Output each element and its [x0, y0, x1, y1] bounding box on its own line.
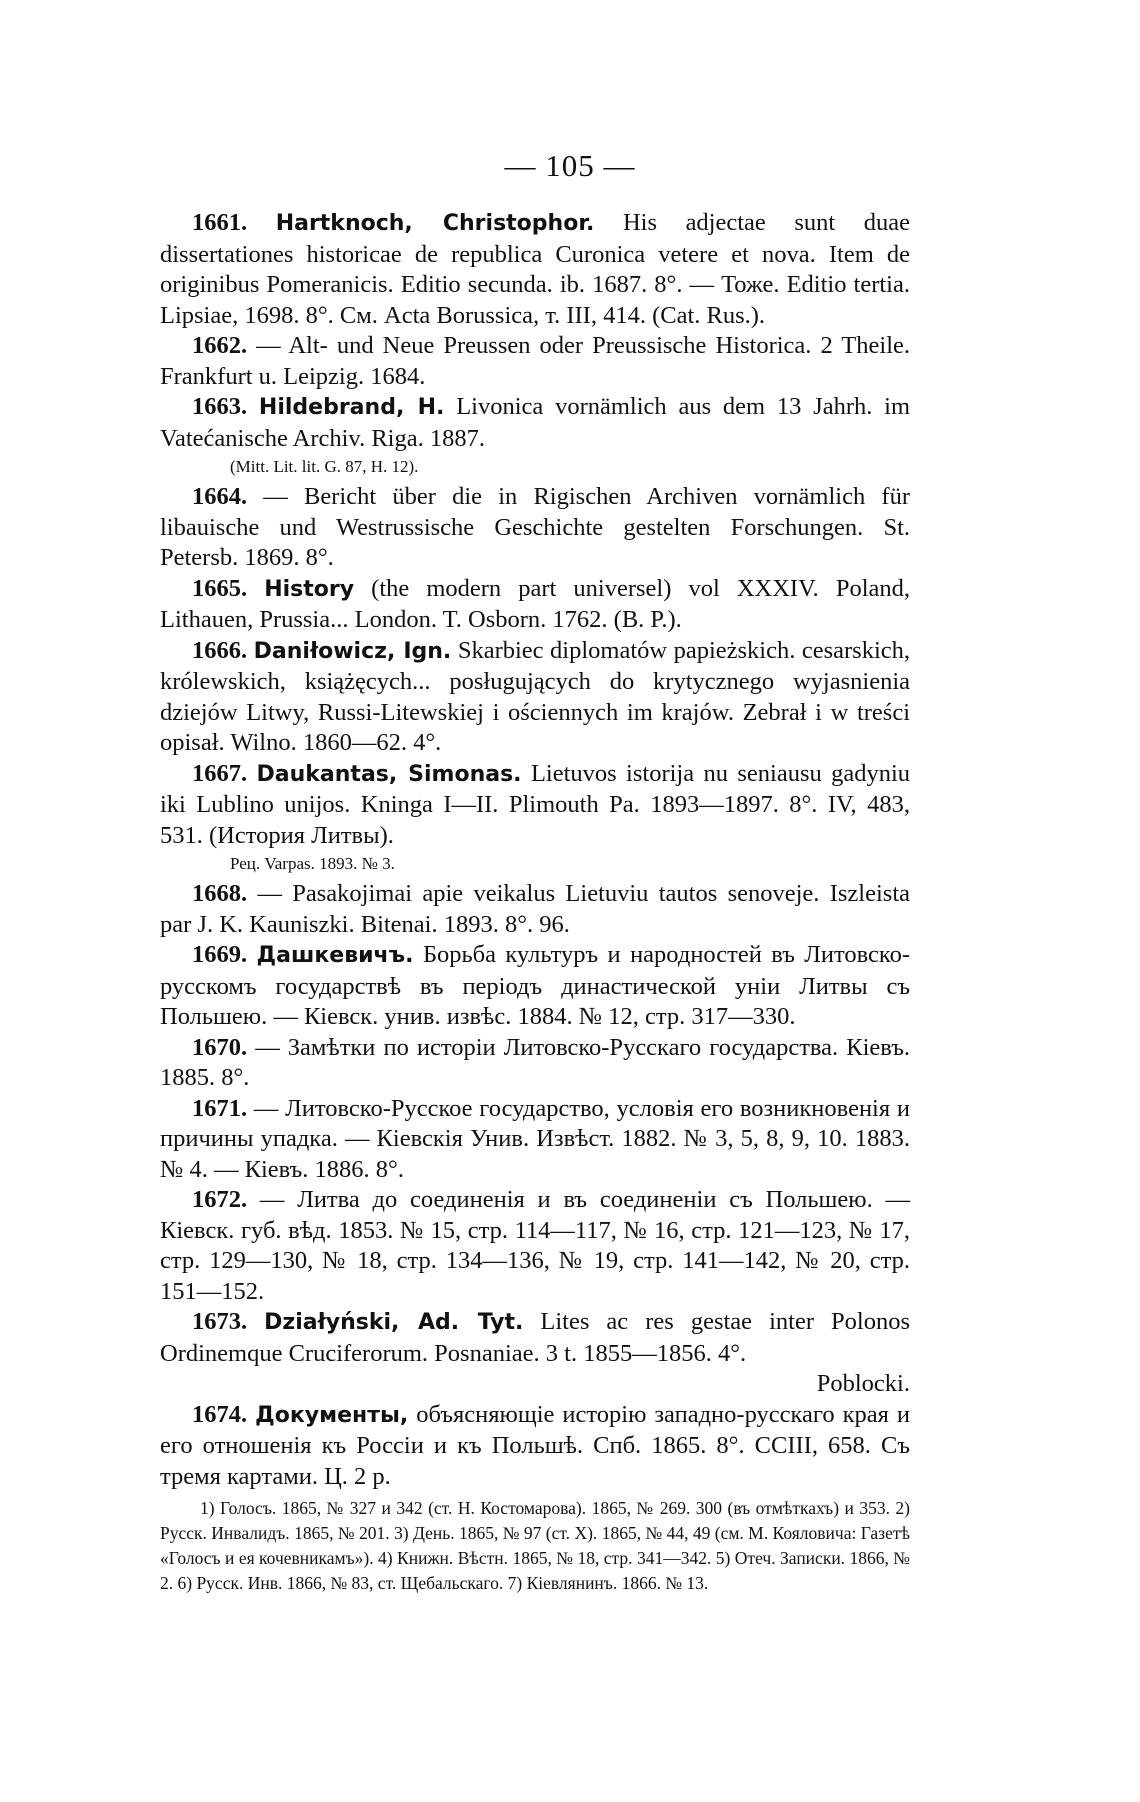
entry-text: — Bericht über die in Rigischen Archiven vornämlich für libauische und Westrussische Geschichte gestelten Forschungen. St. Petersb. 1869. 8°.	[160, 483, 910, 571]
entry-author: Działyński, Ad. Tyt.	[264, 1310, 524, 1335]
entry-number: 1661.	[192, 209, 248, 236]
entry-text: Skarbiec diplomatów papieżskich. cesarskich, królewskich, książęcych... posługujących do krytycznego wyjasnienia dziejów Litwy, Russi-Litewskiej i ościennych im krajów. Zebrał i w treści opisał. Wilno. 1860—62. 4°.	[160, 636, 911, 756]
entry-1665	[160, 574, 910, 636]
entry-number: 1673.	[192, 1308, 248, 1335]
entry-author: History	[264, 576, 355, 602]
entry-note-right: Poblocki.	[816, 1370, 910, 1397]
entry-text: — Alt- und Neue Preussen oder Preussische Historica. 2 Theile. Frankfurt u. Leipzig. 1684.	[160, 332, 910, 390]
entry-author: Hartknoch, Christophor.	[275, 211, 595, 236]
entry-text: Lites ac res gestae inter Polonos Ordinemque Cruciferorum. Posnaniae. 3 t. 1855—1856. 4°.	[160, 1308, 910, 1367]
footnotes-text: 1) Голосъ. 1865, № 327 и 342 (ст. Н. Костомарова). 1865, № 269. 300 (въ отмѣткахъ) и 353. 2) Русск. Инвалидъ. 1865, № 201. 3) День. 1865, № 97 (ст. X). 1865, № 44, 49 (см. М. Кояловича: Газетѣ «Голосъ и ея кочевникамъ»). 4) Книжн. Вѣстн. 1865, № 18, стр. 341—342. 5) Отеч. Записки. 1866, № 2. 6) Русск. Инв. 1866, № 83, ст. Щебальскаго. 7) Кіевлянинъ. 1866. № 13.	[160, 1498, 910, 1593]
entry-1669	[160, 940, 910, 1033]
entry-number: 1670.	[192, 1033, 248, 1061]
entry-number: 1662.	[192, 332, 248, 359]
entry-1668	[160, 879, 910, 940]
entry-number: 1664.	[192, 483, 248, 510]
entry-text: — Литва до соединенія и въ соединеніи съ Польшею. — Кіевск. губ. вѣд. 1853. № 15, стр. 114—117, № 16, стр. 121—123, № 17, стр. 129—130, № 18, стр. 134—136, № 19, стр. 141—142, № 20, стр. 151—152.	[160, 1186, 911, 1305]
entry-author: Daniłowicz, Ign.	[253, 638, 452, 664]
entry-number: 1669.	[192, 941, 248, 968]
entry-1662	[160, 331, 910, 392]
entry-1664	[160, 482, 910, 574]
entry-text: объясняющіе исторію западно-русскаго края и его отношенія къ Россіи и къ Польшѣ. Спб. 1865. 8°. CCIII, 658. Съ тремя картами. Ц. 2 р.	[160, 1400, 911, 1490]
entry-author: Дашкевичъ.	[256, 943, 414, 968]
entry-1674	[160, 1400, 910, 1493]
entry-note: (Mitt. Lit. lit. G. 87, H. 12).	[230, 457, 419, 476]
entry-note: Рец. Varpas. 1893. № 3.	[230, 854, 395, 873]
entry-number: 1671.	[192, 1094, 248, 1122]
entry-text: — Pasakojimai apie veikalus Lietuviu tautos senoveje. Iszleista par J. K. Kauniszki. Bitenai. 1893. 8°. 96.	[160, 880, 911, 938]
entry-1673	[160, 1307, 910, 1369]
entry-1667	[160, 759, 910, 852]
entry-text: — Литовско-Русское государство, условія его возникновенія и причины упадка. — Кіевскія Унив. Извѣст. 1882. № 3, 5, 8, 9, 10. 1883. № 4. — Кіевъ. 1886. 8°.	[160, 1094, 910, 1183]
bibliography-column	[160, 208, 910, 1596]
entry-text: Борьба культуръ и народностей въ Литовско-русскомъ государствѣ въ періодъ династической уніи Литвы съ Польшею. — Кіевск. унив. извѣс. 1884. № 12, стр. 317—330.	[160, 941, 911, 1030]
entry-number: 1666.	[192, 636, 248, 664]
entry-number: 1674.	[192, 1400, 248, 1428]
entry-1672	[160, 1185, 910, 1307]
entry-1671	[160, 1094, 910, 1186]
entry-text: Lietuvos istorija nu seniausu gadyniu iki Lublino unijos. Kninga I—II. Plimouth Pa. 1893—1897. 8°. IV, 483, 531. (История Литвы).	[160, 759, 911, 849]
footnotes	[160, 1496, 910, 1596]
entry-1661	[160, 208, 910, 331]
entry-1663	[160, 392, 910, 454]
entry-number: 1668.	[192, 880, 248, 907]
entry-text: His adjectae sunt duae dissertationes historicae de republica Curonica vetere et nova. Item de originibus Pomeranicis. Editio secunda. ib. 1687. 8°. — Тоже. Editio tertia. Lipsiae, 1698. 8°. См. Acta Borussica, т. III, 414. (Cat. Rus.).	[160, 209, 911, 329]
entry-number: 1672.	[192, 1186, 248, 1213]
entry-author: Документы,	[255, 1402, 409, 1428]
entry-1666	[160, 636, 910, 759]
entry-number: 1667.	[192, 759, 248, 787]
entry-number: 1663.	[192, 393, 248, 420]
entry-author: Daukantas, Simonas.	[256, 761, 522, 787]
entry-text: — Замѣтки по исторіи Литовско-Русскаго государства. Кіевъ. 1885. 8°.	[160, 1033, 911, 1091]
page-number: — 105 —	[504, 148, 636, 183]
entry-number: 1665.	[192, 574, 248, 602]
entry-author: Hildebrand, H.	[258, 395, 445, 420]
entry-text: (the modern part universel) vol XXXIV. Poland, Lithauen, Prussia... London. T. Osborn. 1762. (B. P.).	[160, 574, 910, 633]
entry-1670	[160, 1033, 910, 1094]
entry-text: Livonica vornämlich aus dem 13 Jahrh. im Vatećanische Archiv. Riga. 1887.	[160, 393, 911, 452]
